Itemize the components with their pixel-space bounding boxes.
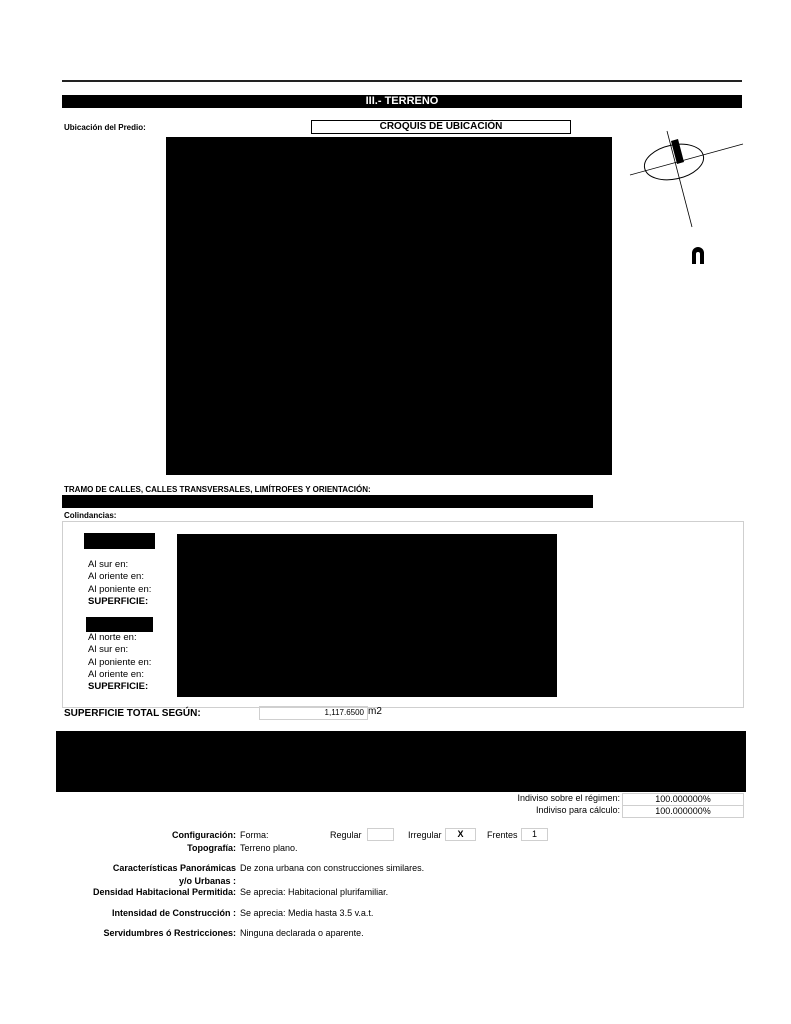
colindancia-line: Al oriente en: bbox=[88, 571, 144, 583]
sketch-title: CROQUIS DE UBICACIÓN bbox=[311, 120, 571, 134]
regular-checkbox[interactable] bbox=[367, 828, 394, 841]
redacted-colindancias bbox=[177, 534, 557, 697]
streets-label: TRAMO DE CALLES, CALLES TRANSVERSALES, LIMÍTROFES Y ORIENTACIÓN: bbox=[64, 485, 371, 494]
indiviso-calculo-row bbox=[460, 805, 744, 818]
colindancia-line: Al sur en: bbox=[88, 644, 129, 656]
colindancias-group-1 bbox=[88, 559, 151, 608]
panoramicas-value: De zona urbana con construcciones similares. bbox=[240, 863, 425, 873]
colindancias-group-2 bbox=[88, 632, 151, 693]
colindancia-line: Al oriente en: bbox=[88, 668, 144, 680]
location-label: Ubicación del Predio: bbox=[64, 123, 146, 132]
redacted-lot-1 bbox=[84, 533, 155, 549]
irregular-checkbox[interactable]: X bbox=[445, 828, 476, 841]
total-surface-label: SUPERFICIE TOTAL SEGÚN: bbox=[64, 708, 201, 719]
indiviso-regimen-label: Indiviso sobre el régimen: bbox=[517, 793, 620, 803]
regular-label: Regular bbox=[330, 830, 362, 840]
indiviso-regimen-value: 100.000000% bbox=[622, 793, 744, 806]
intensidad-value: Se aprecia: Media hasta 3.5 v.a.t. bbox=[240, 908, 374, 918]
topografia-label: Topografía: bbox=[187, 843, 236, 853]
redacted-map bbox=[166, 137, 612, 475]
colindancias-label: Colindancias: bbox=[64, 511, 117, 520]
surface-label: SUPERFICIE: bbox=[88, 681, 149, 693]
servidumbres-label: Servidumbres ó Restricciones: bbox=[103, 928, 236, 938]
section-title: III.- TERRENO bbox=[62, 95, 742, 108]
redacted-lot-2 bbox=[86, 617, 153, 632]
compass-north-icon bbox=[620, 125, 750, 275]
panoramicas-label-2: y/o Urbanas : bbox=[178, 876, 236, 886]
topografia-value: Terreno plano. bbox=[240, 843, 298, 853]
densidad-label: Densidad Habitacional Permitida: bbox=[92, 887, 236, 897]
frentes-label: Frentes bbox=[487, 830, 518, 840]
redacted-block bbox=[56, 731, 746, 792]
servidumbres-value: Ninguna declarada o aparente. bbox=[240, 928, 364, 938]
indiviso-calculo-value: 100.000000% bbox=[622, 805, 744, 818]
redacted-streets bbox=[62, 495, 593, 508]
indiviso-calculo-label: Indiviso para cálculo: bbox=[535, 805, 620, 815]
total-surface-unit: m2 bbox=[368, 706, 382, 717]
surface-label: SUPERFICIE: bbox=[88, 595, 149, 607]
panoramicas-label: Características Panorámicas bbox=[112, 863, 236, 873]
forma-label: Forma: bbox=[240, 830, 269, 840]
top-divider bbox=[62, 80, 742, 82]
irregular-label: Irregular bbox=[408, 830, 442, 840]
densidad-value: Se aprecia: Habitacional plurifamiliar. bbox=[240, 887, 389, 897]
total-surface-value: 1,117.6500 bbox=[259, 706, 368, 720]
colindancia-line: Al poniente en: bbox=[88, 583, 152, 595]
colindancia-line: Al norte en: bbox=[88, 632, 137, 643]
colindancia-line: Al sur en: bbox=[88, 559, 129, 570]
frentes-value[interactable]: 1 bbox=[521, 828, 548, 841]
intensidad-label: Intensidad de Construcción : bbox=[111, 908, 236, 918]
configuracion-label: Configuración: bbox=[172, 830, 236, 840]
colindancia-line: Al poniente en: bbox=[88, 656, 152, 668]
